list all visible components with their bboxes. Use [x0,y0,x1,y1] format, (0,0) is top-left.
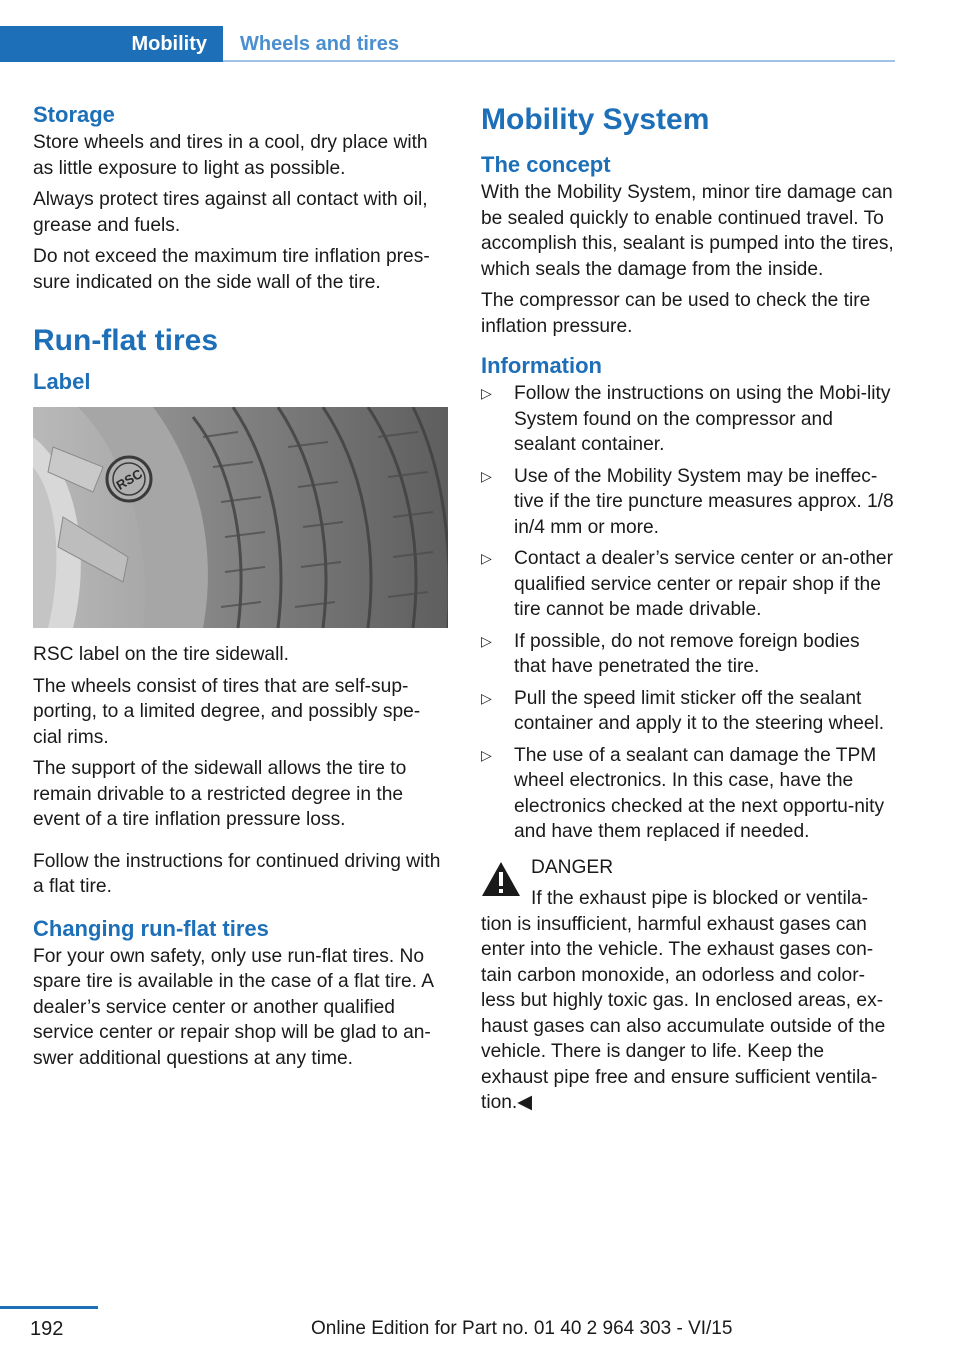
svg-text:RSC: RSC [113,466,145,493]
image-caption: RSC label on the tire sidewall. [33,644,289,665]
edition-note: Online Edition for Part no. 01 40 2 964 303 - VI/15 [311,1318,733,1339]
footer-divider [0,1306,98,1309]
danger-title: DANGER [531,856,614,878]
changing-paragraph: For your own safety, only use run-flat tires. No spare tire is available in the case of a flat tire. A dealer’s service center or another qualified service center or repair shop will be glad to an‐swer additional questions at any time. [33,945,433,1069]
concept-paragraph-2: The compressor can be used to check the tire inflation pressure. [481,290,871,337]
bullet-triangle-icon: ▷ [481,632,492,649]
list-item: ▷ Use of the Mobility System may be ineffec‐tive if the tire puncture measures approx. 1/8 in/4 mm or more. [481,465,894,538]
tab-mobility[interactable]: Mobility [0,26,223,62]
label-heading: Label [33,369,91,394]
storage-paragraph-3: Do not exceed the maximum tire inflation pres‐sure indicated on the side wall of the tire. [33,246,430,293]
storage-paragraph-2: Always protect tires against all contact with oil, grease and fuels. [33,189,428,236]
danger-notice [481,855,895,1116]
bullet-triangle-icon: ▷ [481,467,492,484]
list-item: ▷ The use of a sealant can damage the TPM wheel electronics. In this case, have the electronics checked at the next opportu‐nity and have them replaced if needed. [481,744,885,842]
page-number: 192 [30,1318,64,1340]
bullet-triangle-icon: ▷ [481,689,492,706]
list-item: ▷ If possible, do not remove foreign bodies that have penetrated the tire. [481,630,860,677]
tab-wheels-and-tires[interactable]: Wheels and tires [240,32,399,55]
concept-paragraph-1: With the Mobility System, minor tire damage can be sealed quickly to enable continued travel. To accomplish this, sealant is pumped into the tires, which seals the damage from the inside. [481,182,894,280]
left-column [33,100,448,1077]
runflat-paragraph-2: The support of the sidewall allows the tire to remain drivable to a restricted degree in the event of a tire inflation pressure loss. [33,758,407,830]
right-column [481,100,895,1116]
rsc-tire-sidewall-image [33,407,448,628]
information-list [481,381,895,845]
bullet-triangle-icon: ▷ [481,550,492,566]
bullet-triangle-icon: ▷ [481,385,492,401]
concept-heading: The concept [481,152,611,177]
storage-paragraph-1: Store wheels and tires in a cool, dry place with as little exposure to light as possible. [33,132,428,179]
list-item: ▷ Pull the speed limit sticker off the sealant container and apply it to the steering wheel. [481,687,885,734]
run-flat-tires-heading: Run-flat tires [33,324,219,357]
bullet-triangle-icon: ▷ [481,746,492,763]
warning-triangle-icon [481,861,521,897]
storage-heading: Storage [33,102,115,127]
header-divider [223,60,895,62]
list-item: ▷ Follow the instructions on using the Mobi‐lity System found on the compressor and sealant container. [481,383,891,455]
information-heading: Information [481,353,602,378]
rsc-logo [107,457,151,501]
list-item: ▷ Contact a dealer’s service center or an‐other qualified service center or repair shop if the tire cannot be made drivable. [481,548,893,620]
danger-body: If the exhaust pipe is blocked or ventila‐tion is insufficient, harmful exhaust gases can enter into the vehicle. The exhaust gases con‐tain carbon monoxide, an odorless and color‐less but highly toxic gas. In enclosed areas, ex‐haust gases can also accumulate outside of the vehicle. There is danger to life. Keep the exhaust pipe free and ensure sufficient ventila‐tion.◀ [481,888,886,1113]
mobility-system-heading: Mobility System [481,103,710,136]
changing-run-flat-heading: Changing run-flat tires [33,915,269,941]
runflat-paragraph-1: The wheels consist of tires that are self-sup‐porting, to a limited degree, and possibly spe‐cial rims. [33,675,421,748]
runflat-paragraph-3: Follow the instructions for continued driving with a flat tire. [33,850,441,897]
page-header [0,26,895,62]
